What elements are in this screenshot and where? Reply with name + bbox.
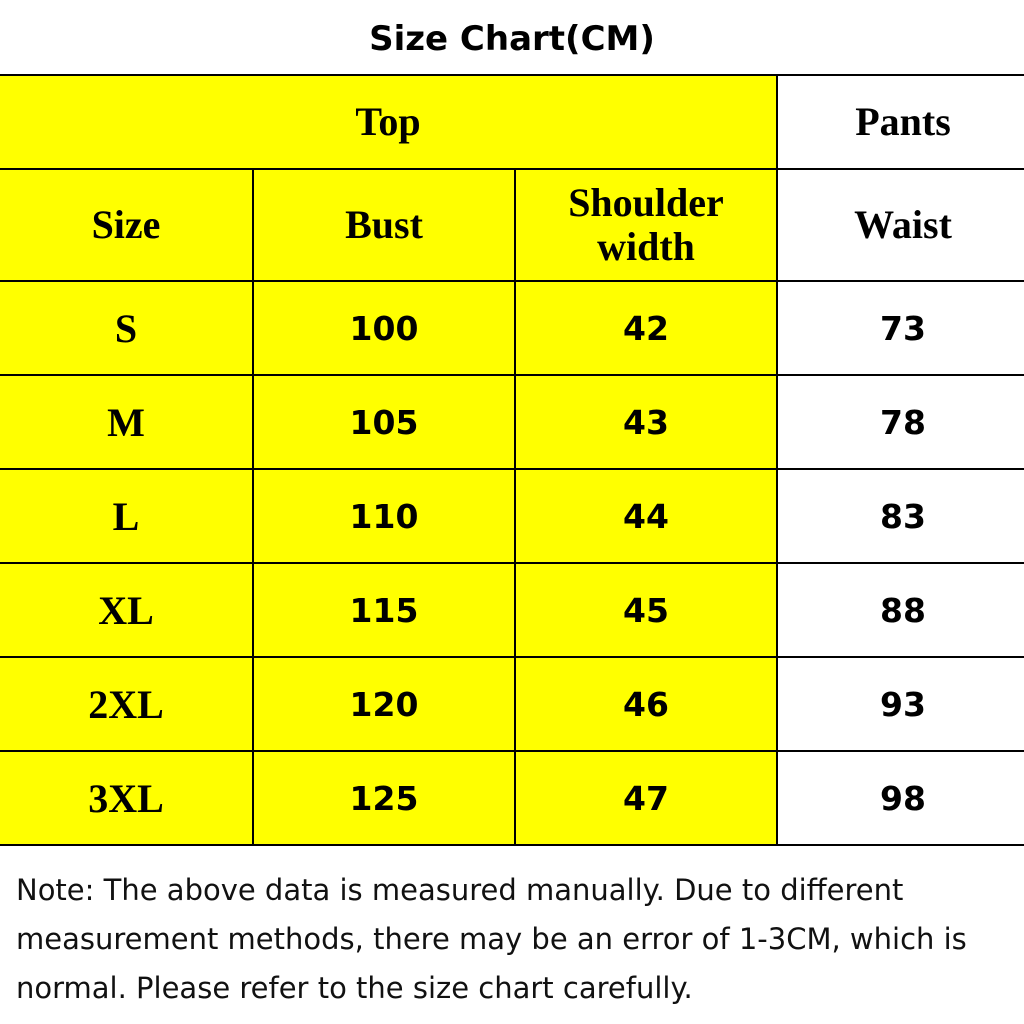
size-value: S: [114, 305, 138, 351]
waist-cell: [777, 281, 1024, 375]
bust-value: 110: [349, 496, 419, 536]
shoulder-width-header-cell: [515, 169, 777, 281]
shoulder-value: 42: [623, 308, 669, 348]
waist-header-cell: [777, 169, 1024, 281]
waist-header: Waist: [854, 202, 952, 247]
shoulder-cell: [515, 563, 777, 657]
size-value: M: [107, 399, 145, 445]
waist-cell: [777, 563, 1024, 657]
shoulder-cell: [515, 469, 777, 563]
size-header-cell: [0, 169, 253, 281]
waist-value: 98: [880, 778, 926, 818]
shoulder-cell: [515, 375, 777, 469]
section-header-row: [0, 75, 1024, 169]
bust-cell: [253, 657, 515, 751]
waist-value: 73: [880, 308, 926, 348]
bust-cell: [253, 469, 515, 563]
bust-cell: [253, 281, 515, 375]
shoulder-cell: [515, 751, 777, 845]
shoulder-value: 44: [623, 496, 669, 536]
top-section-label: Top: [355, 99, 421, 144]
size-cell: [0, 281, 253, 375]
measurement-note: Note: The above data is measured manually. Due to different measurement methods, there may be an error of 1-3CM, which is normal. Please refer to the size chart carefully.: [16, 873, 967, 1005]
shoulder-value: 45: [623, 590, 669, 630]
size-header: Size: [91, 202, 161, 247]
shoulder-cell: [515, 657, 777, 751]
bust-value: 120: [349, 684, 419, 724]
size-value: 3XL: [88, 775, 164, 821]
waist-cell: [777, 657, 1024, 751]
size-value: XL: [98, 587, 154, 633]
waist-cell: [777, 469, 1024, 563]
bust-value: 100: [349, 308, 419, 348]
bust-value: 125: [349, 778, 419, 818]
waist-value: 88: [880, 590, 926, 630]
page-title: Size Chart(CM): [369, 19, 655, 59]
top-section-cell: [0, 75, 777, 169]
bust-cell: [253, 375, 515, 469]
table-row: [0, 751, 1024, 845]
table-row: [0, 375, 1024, 469]
waist-cell: [777, 375, 1024, 469]
waist-value: 93: [880, 684, 926, 724]
size-value: 2XL: [88, 681, 164, 727]
shoulder-width-header-line2: width: [597, 224, 695, 269]
size-cell: [0, 375, 253, 469]
shoulder-value: 47: [623, 778, 669, 818]
column-header-row: [0, 169, 1024, 281]
bust-cell: [253, 751, 515, 845]
bust-value: 105: [349, 402, 419, 442]
table-row: [0, 281, 1024, 375]
waist-value: 83: [880, 496, 926, 536]
size-value: L: [112, 493, 140, 539]
pants-section-cell: [777, 75, 1024, 169]
bust-value: 115: [349, 590, 419, 630]
shoulder-width-header-line1: Shoulder: [568, 180, 724, 225]
size-cell: [0, 751, 253, 845]
size-cell: [0, 563, 253, 657]
shoulder-cell: [515, 281, 777, 375]
bust-cell: [253, 563, 515, 657]
size-chart-table: [0, 74, 1024, 846]
shoulder-value: 43: [623, 402, 669, 442]
table-row: [0, 657, 1024, 751]
shoulder-value: 46: [623, 684, 669, 724]
size-cell: [0, 657, 253, 751]
size-cell: [0, 469, 253, 563]
table-row: [0, 469, 1024, 563]
table-row: [0, 563, 1024, 657]
waist-value: 78: [880, 402, 926, 442]
pants-section-label: Pants: [855, 99, 951, 144]
bust-header-cell: [253, 169, 515, 281]
bust-header: Bust: [345, 202, 423, 247]
waist-cell: [777, 751, 1024, 845]
